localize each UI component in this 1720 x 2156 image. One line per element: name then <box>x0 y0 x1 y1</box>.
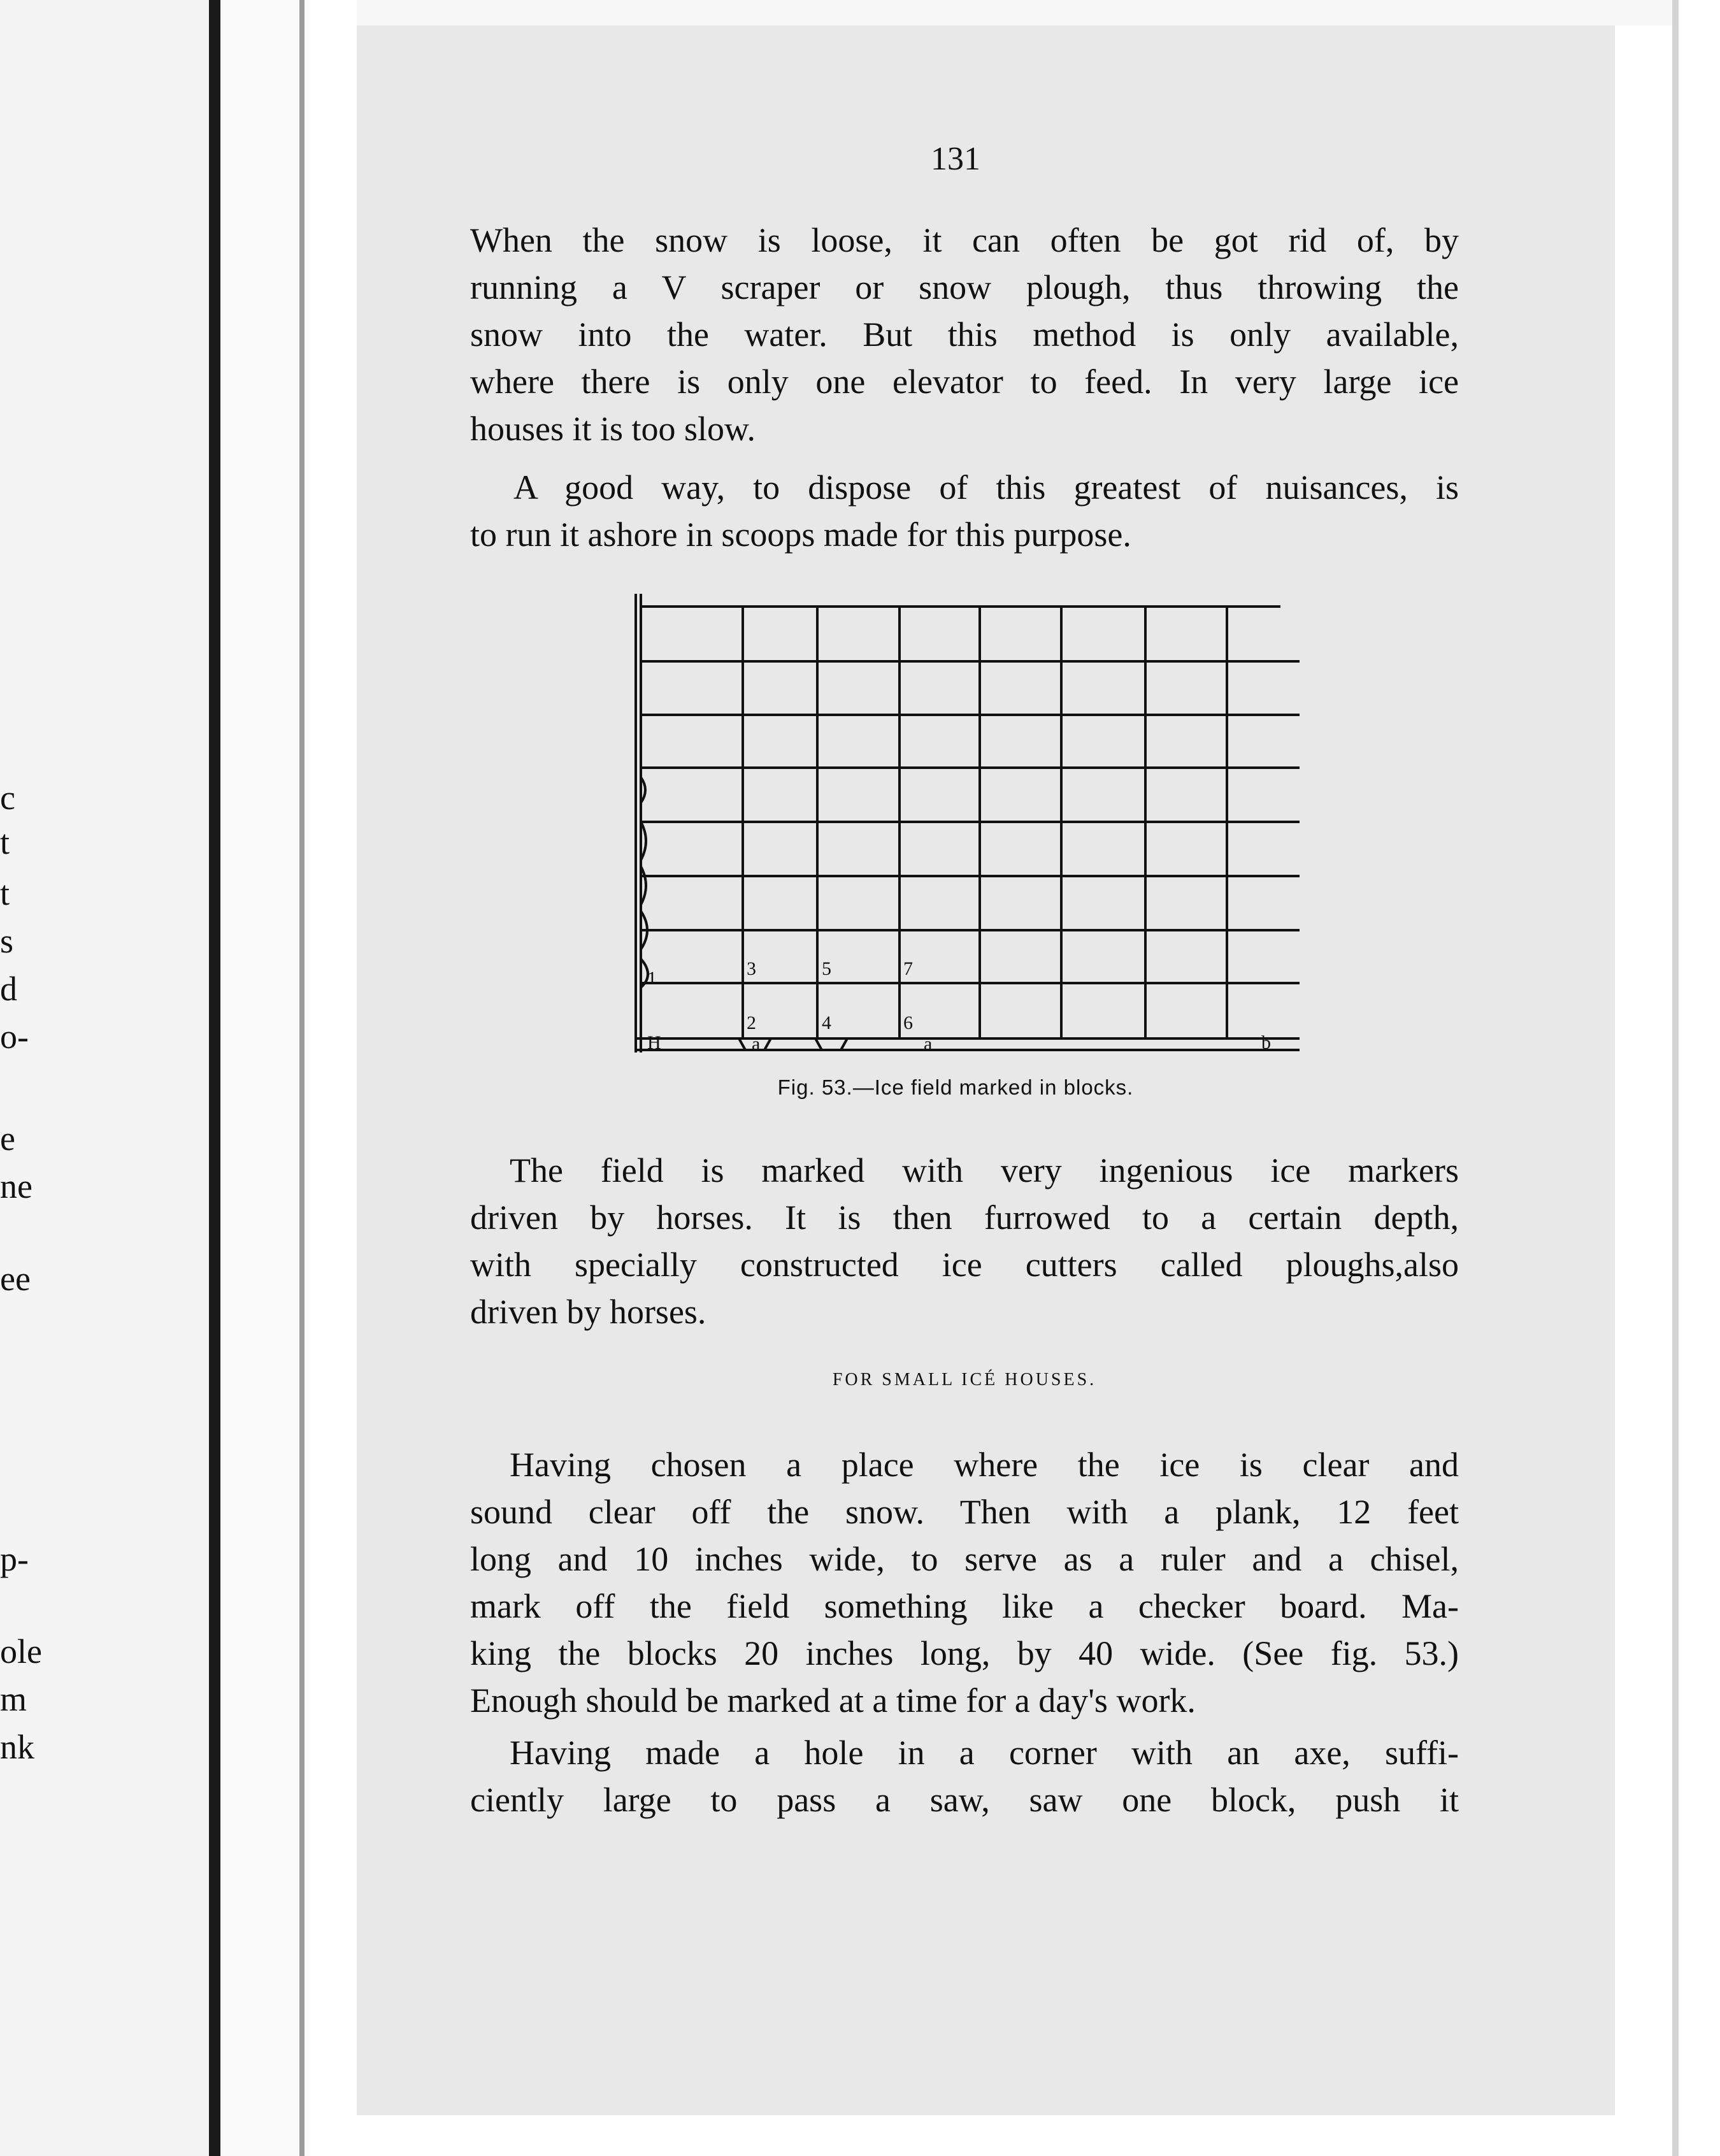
label-h: H <box>647 1032 661 1053</box>
left-page-fragment: ne <box>0 1167 32 1205</box>
text-line: Having chosen a place where the ice is clear and <box>510 1446 1459 1484</box>
block-number-3: 3 <box>747 958 756 979</box>
text-line: houses it is too slow. <box>470 410 756 448</box>
text-line: A good way, to dispose of this greatest of nuisances, is <box>513 468 1459 507</box>
paragraph-scoops <box>470 464 1459 558</box>
paragraph-snow-removal <box>470 217 1459 452</box>
block-number-1: 1 <box>647 968 657 989</box>
block-number-5: 5 <box>822 958 831 979</box>
paragraph-ice-markers <box>470 1147 1459 1335</box>
left-page-fragment: c <box>0 779 15 817</box>
gutter-line <box>299 0 305 2156</box>
text-line: king the blocks 20 inches long, by 40 wide. (See fig. 53.) <box>470 1634 1459 1672</box>
left-page-fragment: t <box>0 874 10 912</box>
left-page-fragment: d <box>0 970 17 1008</box>
block-number-4: 4 <box>822 1012 831 1033</box>
gutter <box>220 0 310 2156</box>
text-line: The field is marked with very ingenious ice markers <box>510 1151 1459 1189</box>
ice-field-grid-drawing <box>624 593 1306 1064</box>
text-line: to run it ashore in scoops made for this purpose. <box>470 515 1131 554</box>
left-page-fragment: ole <box>0 1632 42 1671</box>
paragraph-checker-board <box>470 1441 1459 1724</box>
label-b: b <box>1261 1032 1271 1053</box>
left-page-fragment: m <box>0 1680 27 1718</box>
label-a: a <box>752 1033 761 1054</box>
figure-caption: Fig. 53.—Ice field marked in blocks. <box>777 1075 1134 1099</box>
left-page-fragment: o- <box>0 1017 29 1056</box>
text-line: Enough should be marked at a time for a day's work. <box>470 1681 1196 1720</box>
page-number: 131 <box>931 141 980 177</box>
block-number-2: 2 <box>747 1012 756 1033</box>
text-line: running a V scraper or snow plough, thus throwing the <box>470 268 1459 306</box>
text-line: Having made a hole in a corner with an axe, suffi- <box>510 1734 1459 1772</box>
text-line: driven by horses. <box>470 1293 706 1331</box>
paragraph-axe-hole <box>470 1729 1459 1823</box>
left-page-fragment: s <box>0 922 14 960</box>
figure-ice-field-grid <box>624 593 1306 1064</box>
left-page-fragment: e <box>0 1119 15 1158</box>
page-top-margin <box>357 0 1679 25</box>
text-line: long and 10 inches wide, to serve as a ruler and a chisel, <box>470 1540 1459 1578</box>
text-line: sound clear off the snow. Then with a plank, 12 feet <box>470 1493 1459 1531</box>
text-line: ciently large to pass a saw, saw one block, push it <box>470 1781 1459 1819</box>
left-page-fragment: t <box>0 823 10 861</box>
text-line: When the snow is loose, it can often be got rid of, by <box>470 221 1459 259</box>
left-page-fragment: ee <box>0 1260 31 1298</box>
left-page-fragment: p- <box>0 1540 29 1578</box>
block-number-6: 6 <box>903 1012 913 1033</box>
text-line: mark off the field something like a checker board. Ma- <box>470 1587 1459 1625</box>
text-line: where there is only one elevator to feed. In very large ice <box>470 363 1459 401</box>
text-line: with specially constructed ice cutters called ploughs,also <box>470 1246 1459 1284</box>
label-a: a <box>924 1033 933 1054</box>
page-edge <box>209 0 220 2156</box>
page-right-edge <box>1672 0 1679 2156</box>
previous-page <box>0 0 210 2156</box>
block-number-7: 7 <box>903 958 913 979</box>
text-line: snow into the water. But this method is only available, <box>470 315 1459 354</box>
section-heading: FOR SMALL ICÉ HOUSES. <box>832 1370 1097 1390</box>
left-page-fragment: nk <box>0 1728 34 1766</box>
text-line: driven by horses. It is then furrowed to a certain depth, <box>470 1198 1459 1237</box>
